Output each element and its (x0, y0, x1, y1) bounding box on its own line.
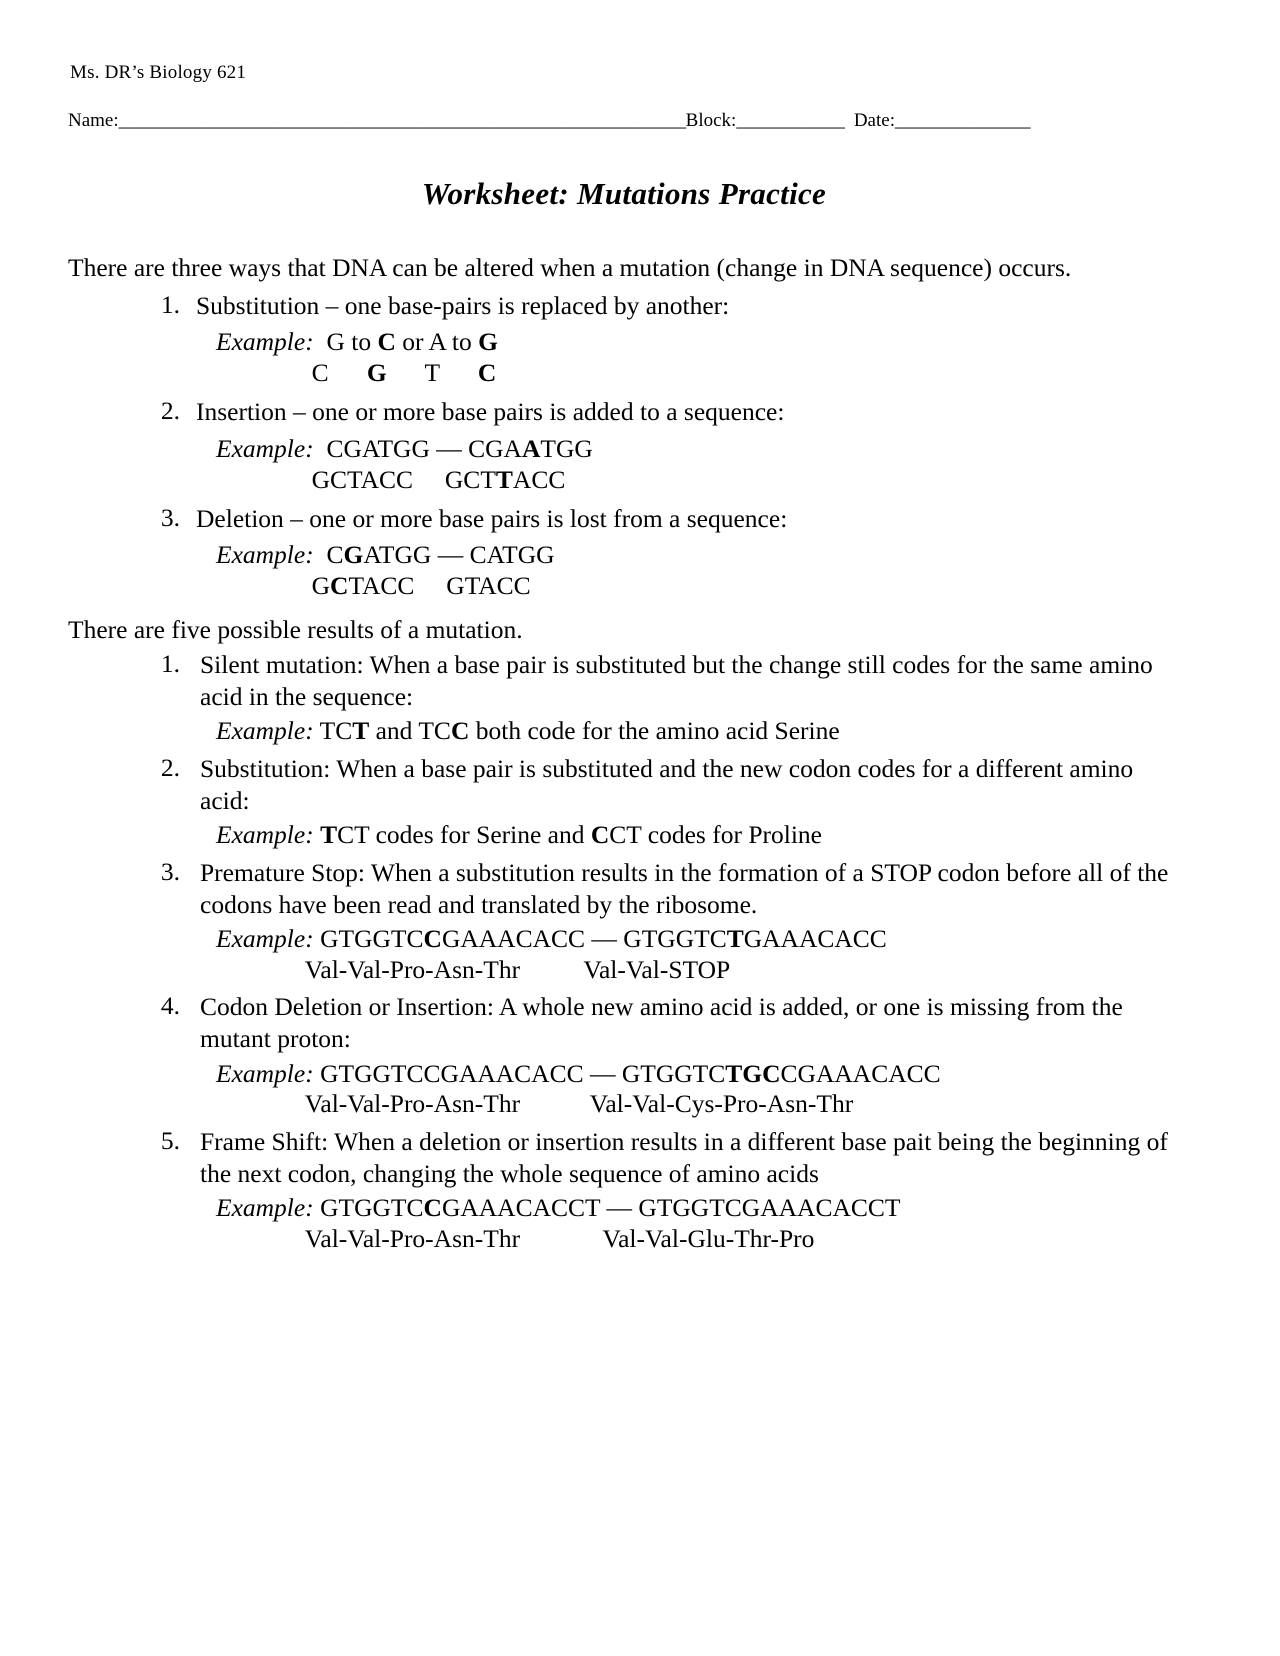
result-4-example (216, 1059, 1180, 1120)
result-3-text: Premature Stop: When a substitution results in the formation of a STOP codon before all of the codons have been read and translated by the ribosome. (200, 857, 1169, 919)
way-1-example-bold2: G (478, 327, 498, 357)
result-1-text: Silent mutation: When a base pair is substituted but the change still codes for the same amino acid in the sequence: (200, 650, 1153, 712)
result-2-example (216, 820, 1180, 851)
result-1-example-text: TCT and TCC both code for the amino acid Serine (313, 716, 840, 746)
list-number: 1. (160, 290, 180, 320)
list-item (68, 1126, 1180, 1254)
way-1-example-bold1: C (377, 327, 396, 357)
way-2-example-line2: GCTACC GCTTACC (216, 464, 566, 494)
list-number: 3. (160, 502, 180, 532)
result-5-text: Frame Shift: When a deletion or insertion results in a different base pait being the beginning of the next codon, changing the whole sequence of amino acids (200, 1126, 1168, 1188)
result-2-example-text: TCT codes for Serine and CCT codes for Proline (320, 820, 823, 850)
result-5-example (216, 1193, 1180, 1254)
way-1-example-line2: C G T C (216, 358, 497, 388)
way-2-example-line1: CGATGG — CGAATGG (313, 433, 593, 463)
result-2-text: Substitution: When a base pair is substituted and the new codon codes for a different amino acid: (200, 754, 1134, 816)
way-1-text: Substitution – one base-pairs is replaced by another: (196, 291, 730, 321)
list-number: 3. (160, 856, 180, 886)
way-2-example (216, 433, 1180, 495)
result-3-example (216, 924, 1180, 985)
page-title: Worksheet: Mutations Practice (421, 176, 827, 211)
mutation-ways-list (68, 290, 1180, 601)
way-3-text: Deletion – one or more base pairs is lost from a sequence: (196, 503, 788, 533)
list-number: 2. (160, 753, 180, 782)
intro-paragraph: There are three ways that DNA can be altered when a mutation (change in DNA sequence) occurs. (68, 253, 1072, 282)
way-1-example (216, 326, 1180, 388)
example-label: Example: (216, 539, 314, 569)
list-number: 4. (160, 991, 180, 1021)
course-header: Ms. DR’s Biology 621 (70, 62, 247, 83)
list-number: 1. (160, 649, 180, 679)
result-5-example-line1: GTGGTCCGAAACACCT — GTGGTCGAAACACCT (313, 1192, 901, 1222)
list-item (68, 753, 1180, 851)
way-3-example (216, 539, 1180, 601)
example-label: Example: (216, 924, 314, 954)
way-3-example-line2: GCTACC GTACC (216, 571, 531, 601)
name-label: Name: (68, 110, 119, 131)
list-item (68, 857, 1180, 985)
example-label: Example: (216, 1192, 314, 1222)
way-1-example-part1: G to (313, 327, 378, 357)
block-blank[interactable]: ____________ (736, 110, 845, 131)
result-1-example (216, 716, 1180, 747)
list-item (68, 396, 1180, 494)
way-2-text: Insertion – one or more base pairs is added to a sequence: (196, 397, 785, 427)
list-item (68, 991, 1180, 1119)
example-label: Example: (216, 716, 314, 746)
example-label: Example: (216, 327, 314, 357)
results-heading: There are five possible results of a mutation. (68, 615, 523, 645)
block-label: Block: (685, 110, 737, 131)
list-number: 2. (160, 396, 180, 426)
result-3-example-line1: GTGGTCCGAAACACC — GTGGTCTGAAACACC (313, 924, 887, 954)
mutation-results-list (68, 649, 1180, 1254)
list-number: 5. (160, 1125, 180, 1155)
result-4-text: Codon Deletion or Insertion: A whole new amino acid is added, or one is missing from the mutant proton: (200, 992, 1123, 1054)
date-blank[interactable]: _______________ (894, 110, 1030, 131)
list-item (68, 503, 1180, 601)
example-label: Example: (216, 820, 314, 850)
result-3-example-line2: Val-Val-Pro-Asn-Thr Val-Val-STOP (216, 954, 731, 984)
way-3-example-line1: CGATGG — CATGG (313, 539, 555, 569)
result-4-example-line1: GTGGTCCGAAACACC –– GTGGTCTGCCGAAACACC (313, 1058, 941, 1088)
example-label: Example: (216, 433, 314, 463)
list-item (68, 290, 1180, 388)
list-item (68, 649, 1180, 747)
result-5-example-line2: Val-Val-Pro-Asn-Thr Val-Val-Glu-Thr-Pro (216, 1223, 815, 1253)
date-label: Date: (853, 110, 895, 131)
student-info-line (68, 110, 1180, 132)
result-4-example-line2: Val-Val-Pro-Asn-Thr Val-Val-Cys-Pro-Asn-Thr (216, 1089, 854, 1119)
name-blank[interactable]: _______________________________________________________________ (118, 110, 686, 131)
example-label: Example: (216, 1058, 314, 1088)
way-1-example-part2: or A to (395, 327, 479, 357)
